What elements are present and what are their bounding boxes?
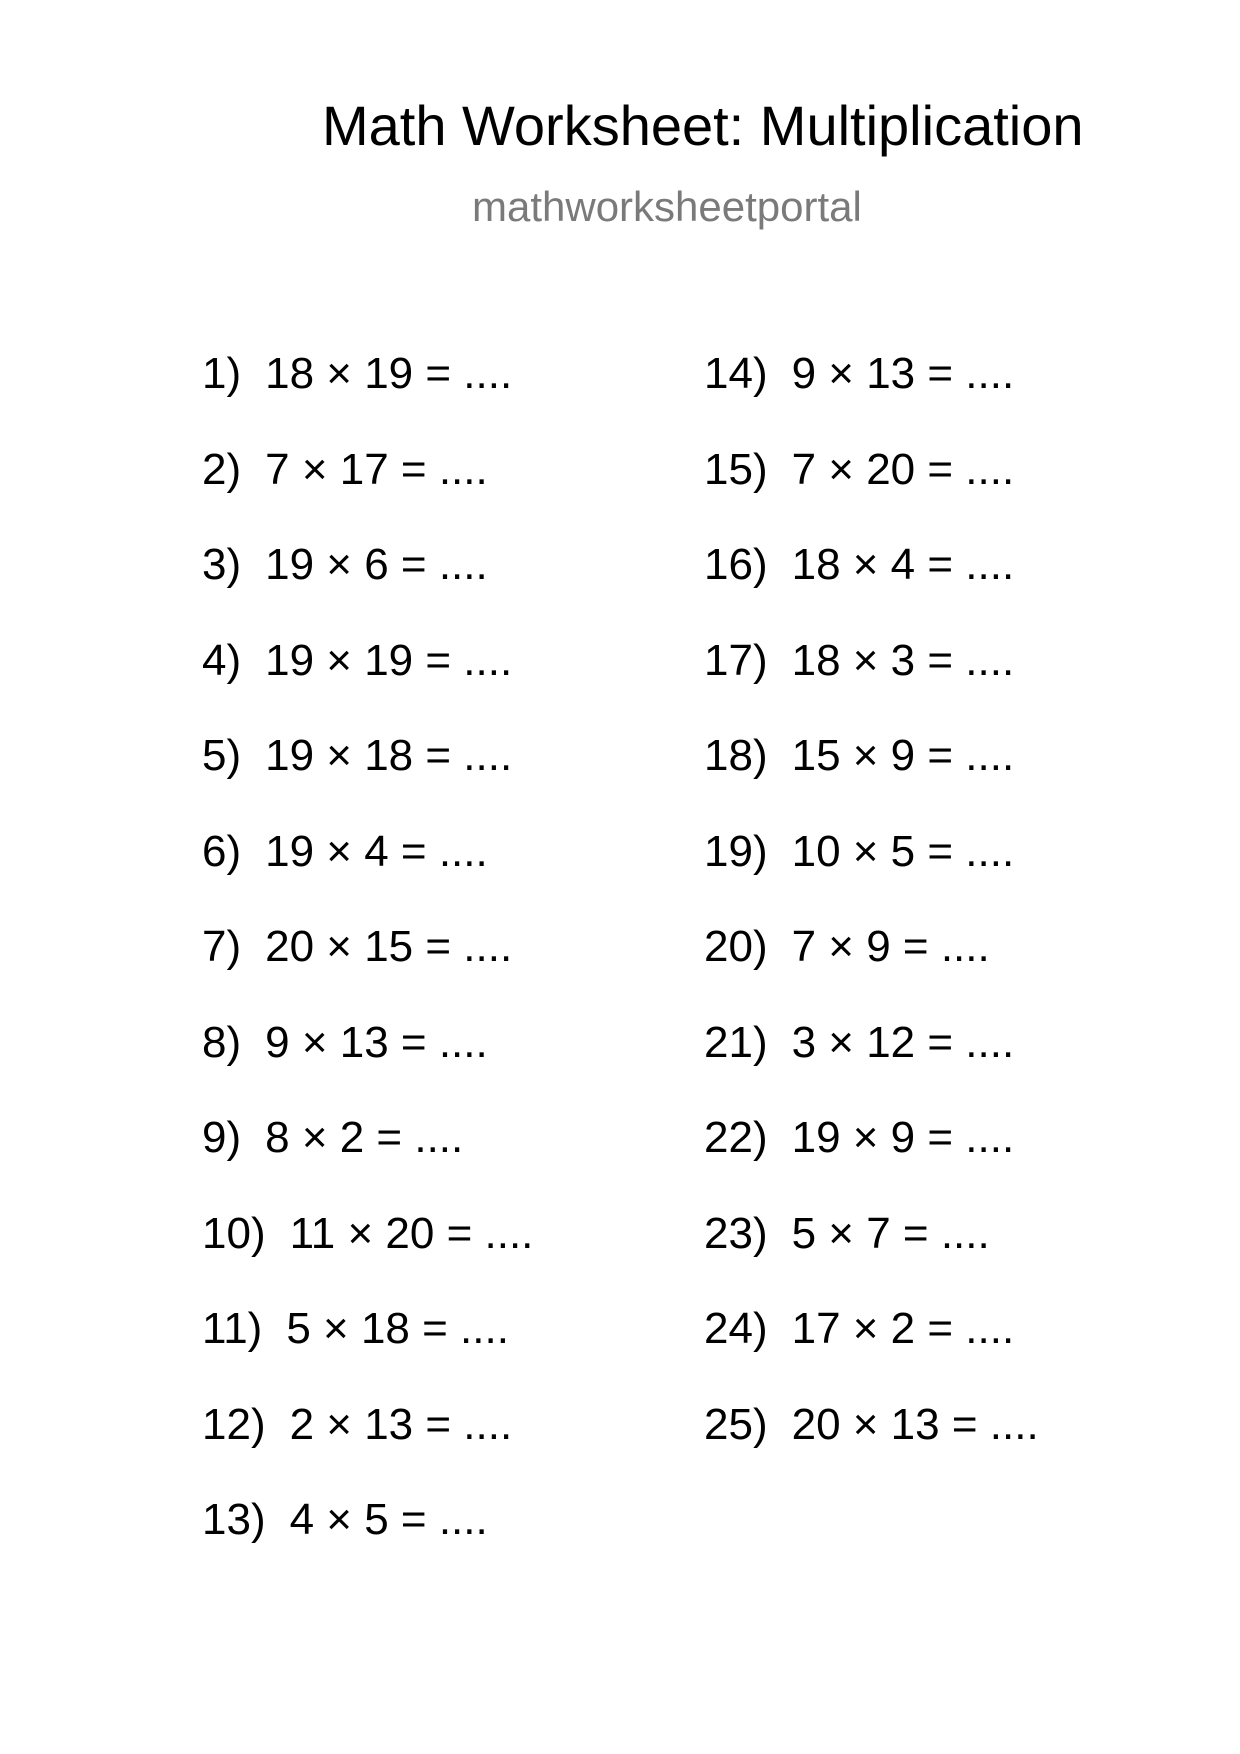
- worksheet-title: Math Worksheet: Multiplication: [322, 94, 1084, 157]
- problem-item: [202, 540, 533, 639]
- problem-number: 8): [202, 1017, 242, 1067]
- problem-number: 21): [704, 1017, 768, 1067]
- problem-item: [704, 922, 1039, 1021]
- problem-item: [704, 1399, 1039, 1499]
- problem-expression: 15 × 9 = ....: [791, 731, 1015, 780]
- problem-expression: 11 × 20 = ....: [289, 1208, 534, 1258]
- problem-expression: 7 × 17 = ....: [265, 444, 488, 494]
- problem-number: 14): [704, 349, 768, 398]
- problem-item: [202, 1017, 533, 1117]
- problem-expression: 19 × 4 = ....: [265, 826, 488, 876]
- problem-number: 9): [202, 1113, 242, 1162]
- problem-expression: 10 × 5 = ....: [791, 826, 1015, 876]
- problem-number: 3): [202, 540, 242, 589]
- problem-column-right: [704, 349, 1039, 1498]
- problem-expression: 7 × 20 = ....: [791, 444, 1015, 494]
- problem-number: 16): [704, 540, 768, 589]
- problem-number: 12): [202, 1399, 266, 1449]
- problem-item: [202, 1113, 533, 1212]
- problem-item: [704, 826, 1039, 926]
- problem-number: 15): [704, 444, 768, 494]
- problem-number: 7): [202, 922, 242, 971]
- problem-item: [202, 1304, 533, 1403]
- problem-expression: 20 × 13 = ....: [791, 1399, 1039, 1449]
- problem-expression: 19 × 9 = ....: [791, 1113, 1015, 1162]
- problem-number: 17): [704, 635, 768, 685]
- problem-number: 18): [704, 731, 768, 780]
- problem-item: [202, 731, 533, 830]
- problem-expression: 3 × 12 = ....: [791, 1017, 1015, 1067]
- problem-item: [202, 1495, 533, 1594]
- problem-number: 25): [704, 1399, 768, 1449]
- problem-item: [704, 635, 1039, 735]
- problem-number: 11): [202, 1304, 263, 1353]
- problem-number: 5): [202, 731, 242, 780]
- problem-expression: 8 × 2 = ....: [265, 1113, 464, 1162]
- problem-expression: 19 × 19 = ....: [265, 635, 513, 685]
- problem-expression: 9 × 13 = ....: [265, 1017, 488, 1067]
- problem-number: 6): [202, 826, 242, 876]
- problem-item: [704, 731, 1039, 830]
- problem-expression: 17 × 2 = ....: [791, 1304, 1015, 1353]
- problem-column-left: [202, 349, 534, 1594]
- problem-number: 19): [704, 826, 768, 876]
- problem-expression: 5 × 7 = ....: [791, 1208, 990, 1258]
- problem-number: 10): [202, 1208, 266, 1258]
- problem-item: [704, 349, 1039, 448]
- problem-number: 22): [704, 1113, 768, 1162]
- problem-item: [704, 540, 1039, 639]
- problem-item: [202, 635, 533, 735]
- problem-expression: 4 × 5 = ....: [289, 1495, 488, 1544]
- problem-expression: 7 × 9 = ....: [791, 922, 990, 971]
- problem-number: 1): [202, 349, 242, 398]
- problem-item: [202, 826, 533, 926]
- problem-expression: 18 × 19 = ....: [265, 349, 513, 398]
- problem-expression: 2 × 13 = ....: [289, 1399, 513, 1449]
- problem-item: [704, 1208, 1039, 1308]
- problem-item: [202, 922, 533, 1021]
- problem-expression: 20 × 15 = ....: [265, 922, 513, 971]
- problem-number: 20): [704, 922, 768, 971]
- problem-item: [704, 1017, 1039, 1117]
- problem-item: [202, 444, 533, 544]
- problem-number: 23): [704, 1208, 768, 1258]
- problem-item: [704, 1304, 1039, 1403]
- problem-item: [704, 444, 1039, 544]
- problem-expression: 19 × 18 = ....: [265, 731, 513, 780]
- worksheet-subtitle: mathworksheetportal: [472, 183, 862, 230]
- problem-item: [202, 1399, 533, 1499]
- problem-number: 24): [704, 1304, 768, 1353]
- problem-expression: 5 × 18 = ....: [286, 1304, 509, 1353]
- problem-number: 13): [202, 1495, 266, 1544]
- problem-expression: 18 × 3 = ....: [791, 635, 1015, 685]
- problem-item: [202, 349, 533, 448]
- problem-expression: 18 × 4 = ....: [791, 540, 1015, 589]
- problem-item: [202, 1208, 534, 1308]
- problem-number: 4): [202, 635, 242, 685]
- problem-item: [704, 1113, 1039, 1212]
- problem-expression: 9 × 13 = ....: [791, 349, 1015, 398]
- problem-expression: 19 × 6 = ....: [265, 540, 488, 589]
- problem-number: 2): [202, 444, 242, 494]
